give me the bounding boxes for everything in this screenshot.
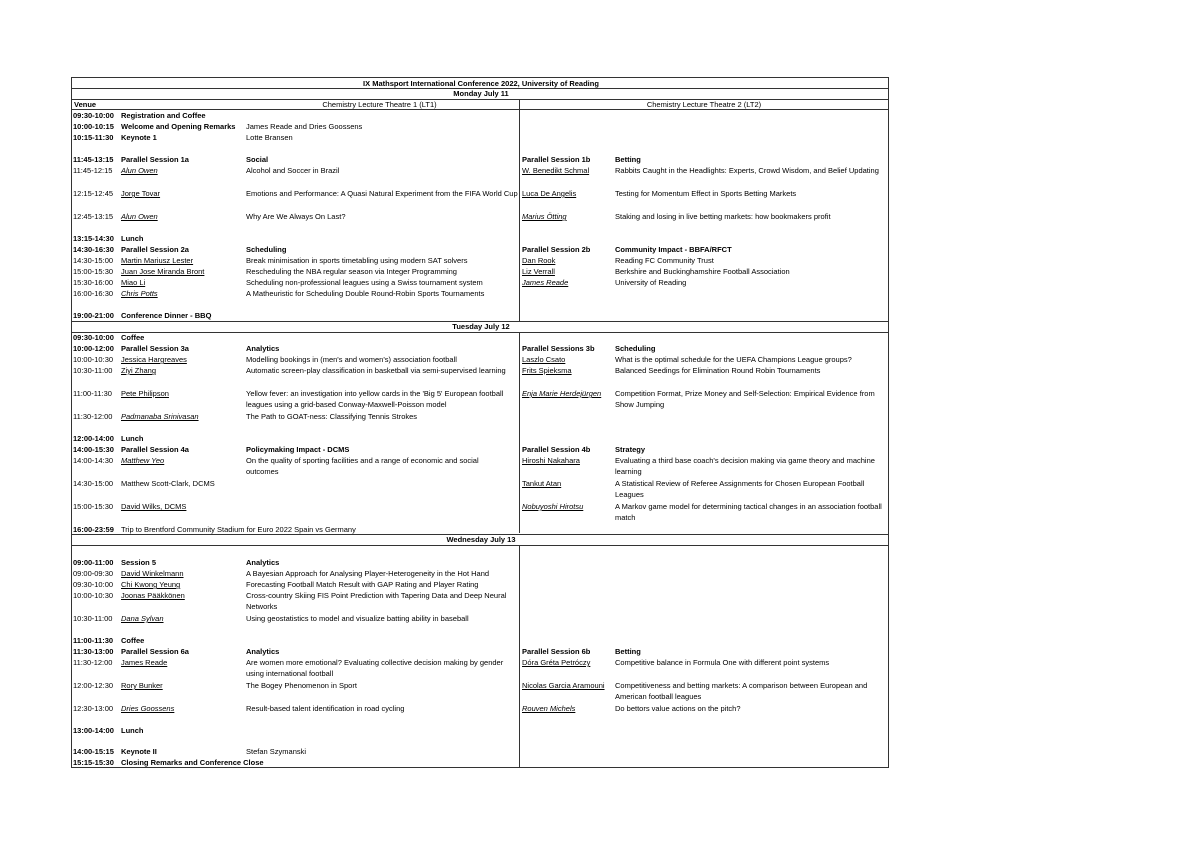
trip-description: Trip to Brentford Community Stadium for Euro 2022 Spain vs Germany [121, 525, 356, 534]
talk-time: 10:30-11:00 [73, 366, 113, 375]
session-2a-label: Parallel Session 2a [121, 245, 189, 254]
talk-title: Testing for Momentum Effect in Sports Betting Markets [615, 189, 797, 198]
tuesday-lunch-time: 12:00-14:00 [73, 434, 114, 443]
speaker-link[interactable]: Chris Potts [121, 289, 158, 298]
session-4a-time: 14:00-15:30 [73, 445, 114, 454]
talk-title: A Markov game model for determining tactical changes in an association football match [615, 502, 882, 523]
speaker-link[interactable]: Alun Owen [121, 212, 158, 221]
column-divider [519, 545, 520, 767]
talk-title: The Path to GOAT-ness: Classifying Tennis Strokes [246, 412, 418, 421]
talk-title: Are women more emotional? Evaluating collective decision making by gender using international football [246, 658, 504, 679]
talk-title: Competitive balance in Formula One with different point systems [615, 658, 830, 667]
monday-welcome-time: 10:00-10:15 [73, 122, 114, 131]
session-6b-label: Parallel Session 6b [522, 647, 591, 656]
speaker-name: Matthew Scott-Clark, DCMS [121, 479, 215, 488]
session-4a-theme: Policymaking Impact - DCMS [246, 445, 350, 454]
session-1b-theme: Betting [615, 155, 641, 164]
dinner-time: 19:00-21:00 [73, 311, 114, 320]
talk-time: 15:30-16:00 [73, 278, 114, 287]
talk-time: 14:30-15:00 [73, 479, 114, 488]
speaker-link[interactable]: Jessica Hargreaves [121, 355, 187, 364]
session-3b-label: Parallel Sessions 3b [522, 344, 595, 353]
talk-title: A Matheuristic for Scheduling Double Round-Robin Sports Tournaments [246, 289, 485, 298]
session-1a-theme: Social [246, 155, 269, 164]
talk-time: 12:15-12:45 [73, 189, 114, 198]
talk-time: 10:00-10:30 [73, 591, 114, 600]
session-1a-time: 11:45-13:15 [73, 155, 114, 164]
talk-time: 09:00-09:30 [73, 569, 114, 578]
speaker-link[interactable]: Padmanaba Srinivasan [121, 412, 199, 421]
conference-title: IX Mathsport International Conference 2022, University of Reading [363, 79, 599, 88]
monday-registration: Registration and Coffee [121, 111, 206, 120]
trip-time: 16:00-23:59 [73, 525, 114, 534]
speaker-link[interactable]: Rory Bunker [121, 681, 163, 690]
talk-title: Reading FC Community Trust [615, 256, 714, 265]
divider [72, 332, 888, 333]
wednesday-coffee-time: 11:00-11:30 [73, 636, 114, 645]
talk-time: 09:30-10:00 [73, 580, 114, 589]
talk-title: Cross-country Skiing FIS Point Prediction with Tapering Data and Deep Neural Networks [246, 591, 507, 612]
closing-time: 15:15-15:30 [73, 758, 114, 767]
lt1-label: Chemistry Lecture Theatre 1 (LT1) [322, 100, 437, 109]
monday-lunch: Lunch [121, 234, 144, 243]
session-3a-theme: Analytics [246, 344, 280, 353]
talk-title: Berkshire and Buckinghamshire Football Association [615, 267, 790, 276]
talk-time: 15:00-15:30 [73, 267, 114, 276]
monday-welcome-detail: James Reade and Dries Goossens [246, 122, 363, 131]
monday-welcome: Welcome and Opening Remarks [121, 122, 236, 131]
speaker-link[interactable]: David Winkelmann [121, 569, 184, 578]
session-5-label: Session 5 [121, 558, 157, 567]
day-header-wednesday: Wednesday July 13 [446, 535, 516, 544]
speaker-link[interactable]: Frits Spieksma [522, 366, 572, 375]
talk-title: Competition Format, Prize Money and Self-Selection: Empirical Evidence from Show Jumping [615, 389, 875, 410]
session-1b-label: Parallel Session 1b [522, 155, 591, 164]
speaker-link[interactable]: James Reade [522, 278, 569, 287]
keynote2-speaker: Stefan Szymanski [246, 747, 307, 756]
talk-title: Rabbits Caught in the Headlights: Experts, Crowd Wisdom, and Belief Updating [615, 166, 879, 175]
speaker-link[interactable]: Juan Jose Miranda Bront [121, 267, 205, 276]
talk-title: The Bogey Phenomenon in Sport [246, 681, 357, 690]
keynote1-speaker: Lotte Bransen [246, 133, 293, 142]
tuesday-coffee: Coffee [121, 333, 145, 342]
column-divider [519, 332, 520, 533]
keynote2-time: 14:00-15:15 [73, 747, 114, 756]
tuesday-lunch: Lunch [121, 434, 144, 443]
speaker-link[interactable]: Miao Li [121, 278, 146, 287]
talk-title: Break minimisation in sports timetabling using modern SAT solvers [246, 256, 468, 265]
keynote1: Keynote 1 [121, 133, 157, 142]
session-4b-theme: Strategy [615, 445, 646, 454]
talk-title: Alcohol and Soccer in Brazil [246, 166, 340, 175]
keynote2: Keynote II [121, 747, 157, 756]
speaker-link[interactable]: Laszlo Csato [522, 355, 566, 364]
talk-title: Modelling bookings in (men's and women's) association football [246, 355, 457, 364]
speaker-link[interactable]: James Reade [121, 658, 168, 667]
talk-title: Competitiveness and betting markets: A comparison between European and American football leagues [615, 681, 868, 702]
column-divider [519, 99, 520, 321]
talk-title: Yellow fever: an investigation into yellow cards in the 'Big 5' European football leagues using a grid-based Conway-Maxwell-Poisson model [246, 389, 504, 410]
speaker-link[interactable]: Matthew Yeo [121, 456, 165, 465]
talk-title: Emotions and Performance: A Quasi Natural Experiment from the FIFA World Cup [246, 189, 518, 198]
talk-time: 14:00-14:30 [73, 456, 114, 465]
wednesday-coffee: Coffee [121, 636, 145, 645]
session-2b-label: Parallel Session 2b [522, 245, 591, 254]
speaker-link[interactable]: Ziyi Zhang [121, 366, 157, 375]
speaker-link[interactable]: Pete Philipson [121, 389, 169, 398]
day-header-monday: Monday July 11 [453, 89, 509, 98]
talk-time: 11:45-12:15 [73, 166, 113, 175]
talk-time: 14:30-15:00 [73, 256, 114, 265]
session-3b-theme: Scheduling [615, 344, 656, 353]
speaker-link[interactable]: Marius Ötting [522, 212, 567, 221]
talk-time: 12:30-13:00 [73, 704, 114, 713]
schedule-table [71, 77, 889, 768]
divider [72, 545, 888, 546]
talk-title: Do bettors value actions on the pitch? [615, 704, 741, 713]
talk-title: University of Reading [615, 278, 687, 287]
talk-title: Evaluating a third base coach's decision making via game theory and machine learning [615, 456, 875, 477]
speaker-link[interactable]: Luca De Angelis [522, 189, 577, 198]
venue-label: Venue [74, 100, 97, 109]
talk-title: Scheduling non-professional leagues using a Swiss tournament system [246, 278, 483, 287]
session-5-theme: Analytics [246, 558, 280, 567]
speaker-link[interactable]: Alun Owen [121, 166, 158, 175]
speaker-link[interactable]: David Wilks, DCMS [121, 502, 187, 511]
talk-time: 11:30-12:00 [73, 658, 113, 667]
session-1a-label: Parallel Session 1a [121, 155, 189, 164]
session-6a-theme: Analytics [246, 647, 280, 656]
talk-time: 15:00-15:30 [73, 502, 114, 511]
talk-title: Result-based talent identification in road cycling [246, 704, 405, 713]
speaker-link[interactable]: Joonas Pääkkönen [121, 591, 185, 600]
talk-title: Using geostatistics to model and visualize batting ability in baseball [246, 614, 469, 623]
conference-dinner: Conference Dinner - BBQ [121, 311, 212, 320]
talk-title: Balanced Seedings for Elimination Round Robin Tournaments [615, 366, 821, 375]
session-5-time: 09:00-11:00 [73, 558, 114, 567]
talk-title: On the quality of sporting facilities and a range of economic and social outcomes [246, 456, 479, 477]
speaker-link[interactable]: Dan Rook [522, 256, 556, 265]
speaker-link[interactable]: Nobuyoshi Hirotsu [522, 502, 584, 511]
speaker-link[interactable]: Chi Kwong Yeung [121, 580, 181, 589]
talk-time: 11:30-12:00 [73, 412, 113, 421]
session-2b-theme: Community Impact - BBFA/RFCT [615, 245, 732, 254]
talk-title: Why Are We Always On Last? [246, 212, 346, 221]
talk-title: A Statistical Review of Referee Assignments for Chosen European Football Leagues [615, 479, 865, 500]
lt2-label: Chemistry Lecture Theatre 2 (LT2) [646, 100, 762, 109]
talk-time: 10:00-10:30 [73, 355, 114, 364]
speaker-link[interactable]: Hiroshi Nakahara [522, 456, 580, 465]
session-4a-label: Parallel Session 4a [121, 445, 189, 454]
session-6a-label: Parallel Session 6a [121, 647, 189, 656]
speaker-link[interactable]: Jorge Tovar [121, 189, 161, 198]
speaker-link[interactable]: Enja Marie Herdejürgen [522, 389, 602, 398]
session-6a-time: 11:30-13:00 [73, 647, 114, 656]
wednesday-lunch-time: 13:00-14:00 [73, 726, 114, 735]
speaker-link[interactable]: Dana Sylvan [121, 614, 164, 623]
talk-time: 11:00-11:30 [73, 389, 112, 398]
day-header-tuesday: Tuesday July 12 [452, 322, 510, 331]
wednesday-lunch: Lunch [121, 726, 144, 735]
session-6b-theme: Betting [615, 647, 641, 656]
session-4b-label: Parallel Session 4b [522, 445, 591, 454]
session-2a-theme: Scheduling [246, 245, 287, 254]
speaker-link[interactable]: Rouven Michels [522, 704, 576, 713]
keynote1-time: 10:15-11:30 [73, 133, 114, 142]
speaker-link[interactable]: Nicolas Garcia Aramouni [522, 681, 605, 690]
talk-time: 16:00-16:30 [73, 289, 114, 298]
talk-title: Staking and losing in live betting markets: how bookmakers profit [615, 212, 831, 221]
speaker-link[interactable]: Martin Mariusz Lester [121, 256, 194, 265]
session-3a-time: 10:00-12:00 [73, 344, 114, 353]
session-3a-label: Parallel Session 3a [121, 344, 189, 353]
talk-title: Forecasting Football Match Result with GAP Rating and Player Rating [246, 580, 479, 589]
talk-title: A Bayesian Approach for Analysing Player-Heterogeneity in the Hot Hand [246, 569, 490, 578]
closing-remarks: Closing Remarks and Conference Close [121, 758, 264, 767]
session-2a-time: 14:30-16:30 [73, 245, 114, 254]
talk-title: What is the optimal schedule for the UEFA Champions League groups? [615, 355, 852, 364]
talk-title: Rescheduling the NBA regular season via Integer Programming [246, 267, 457, 276]
speaker-link[interactable]: Dóra Gréta Petróczy [522, 658, 591, 667]
speaker-link[interactable]: Liz Verrall [522, 267, 555, 276]
tuesday-coffee-time: 09:30-10:00 [73, 333, 114, 342]
talk-time: 10:30-11:00 [73, 614, 113, 623]
talk-title: Automatic screen-play classification in basketball via semi-supervised learning [246, 366, 506, 375]
talk-time: 12:00-12:30 [73, 681, 114, 690]
monday-lunch-time: 13:15-14:30 [73, 234, 114, 243]
speaker-link[interactable]: Dries Goossens [121, 704, 175, 713]
speaker-link[interactable]: W. Benedikt Schmal [522, 166, 590, 175]
speaker-link[interactable]: Tankut Atan [522, 479, 562, 488]
talk-time: 12:45-13:15 [73, 212, 114, 221]
monday-registration-time: 09:30-10:00 [73, 111, 114, 120]
